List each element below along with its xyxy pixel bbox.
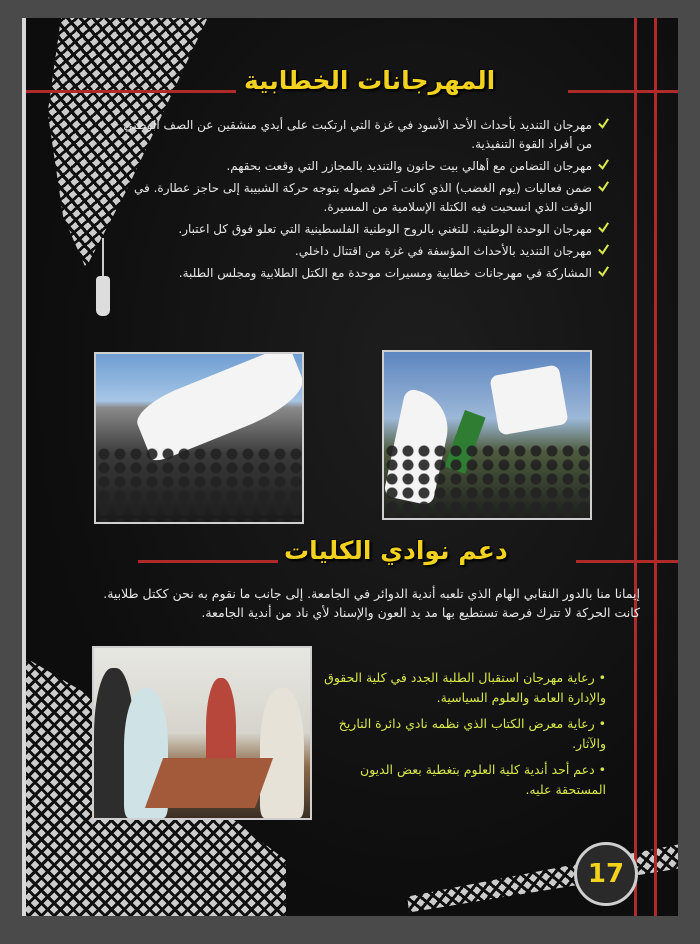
- check-icon: [597, 265, 610, 278]
- check-icon: [597, 180, 610, 193]
- list-item: [122, 157, 610, 176]
- list-item-text: مهرجان الوحدة الوطنية. للتغني بالروح الوطنية الفلسطينية التي تعلو فوق كل اعتبار.: [178, 222, 592, 236]
- list-item: [122, 116, 610, 154]
- section-title-rallies: المهرجانات الخطابية: [244, 66, 496, 95]
- check-icon: [597, 117, 610, 130]
- rally-photo-crowd: [94, 352, 304, 524]
- check-icon: [597, 243, 610, 256]
- list-item-text: مهرجان التضامن مع أهالي بيت حانون والتنديد بالمجازر التي وقعت بحقهم.: [226, 159, 592, 173]
- red-horizontal-line: [26, 90, 236, 93]
- tassel-decoration: [96, 238, 110, 318]
- list-item-text: ضمن فعاليات (يوم الغضب) الذي كانت آخر فصوله بتوجه حركة الشبيبة إلى حاجز عطارة. في الوقت الذي انسحبت فيه الكتلة الإسلامية من المسيرة.: [134, 181, 592, 214]
- book-fair-photo: [92, 646, 312, 820]
- list-item-text: المشاركة في مهرجانات خطابية ومسيرات موحدة مع الكتل الطلابية ومجلس الطلبة.: [178, 266, 592, 280]
- section-title-college-clubs: دعم نوادي الكليات: [284, 536, 508, 565]
- rallies-list: [122, 116, 610, 286]
- page-number-badge: [574, 842, 638, 906]
- clubs-support-list: [316, 668, 606, 806]
- brochure-page: [22, 18, 678, 916]
- red-horizontal-line: [576, 560, 678, 563]
- list-item: [122, 264, 610, 283]
- list-item: [122, 220, 610, 239]
- list-item-text: مهرجان التنديد بالأحداث المؤسفة في غزة من اقتتال داخلي.: [294, 244, 592, 258]
- list-item: • دعم أحد أندية كلية العلوم بتغطية بعض الديون المستحقة عليه.: [360, 762, 606, 797]
- red-vertical-line: [634, 18, 637, 916]
- list-item: • رعاية معرض الكتاب الذي نظمه نادي دائرة التاريخ والآثار.: [338, 716, 606, 751]
- list-item: [122, 242, 610, 261]
- list-item: • رعاية مهرجان استقبال الطلبة الجدد في كلية الحقوق والإدارة العامة والعلوم السياسية.: [324, 670, 606, 705]
- check-icon: [597, 158, 610, 171]
- red-horizontal-line: [568, 90, 678, 93]
- red-horizontal-line: [138, 560, 278, 563]
- list-item-text: مهرجان التنديد بأحداث الأحد الأسود في غزة التي ارتكبت على أيدي منشقين عن الصف الوطني من أفراد القوة التنفيذية.: [123, 118, 592, 151]
- rally-photo-flags: [382, 350, 592, 520]
- red-vertical-line: [654, 18, 657, 916]
- list-item: [122, 179, 610, 217]
- clubs-intro-paragraph: إيمانا منا بالدور النقابي الهام الذي تلعبه أندية الدوائر في الجامعة. إلى جانب ما نقوم به نحن ككتل طلابية. كانت الحركة لا تترك فرصة تستطيع بها مد يد العون والإسناد لأي ناد من أندية الجامعة.: [103, 586, 640, 620]
- page-number: 17: [587, 859, 625, 889]
- check-icon: [597, 221, 610, 234]
